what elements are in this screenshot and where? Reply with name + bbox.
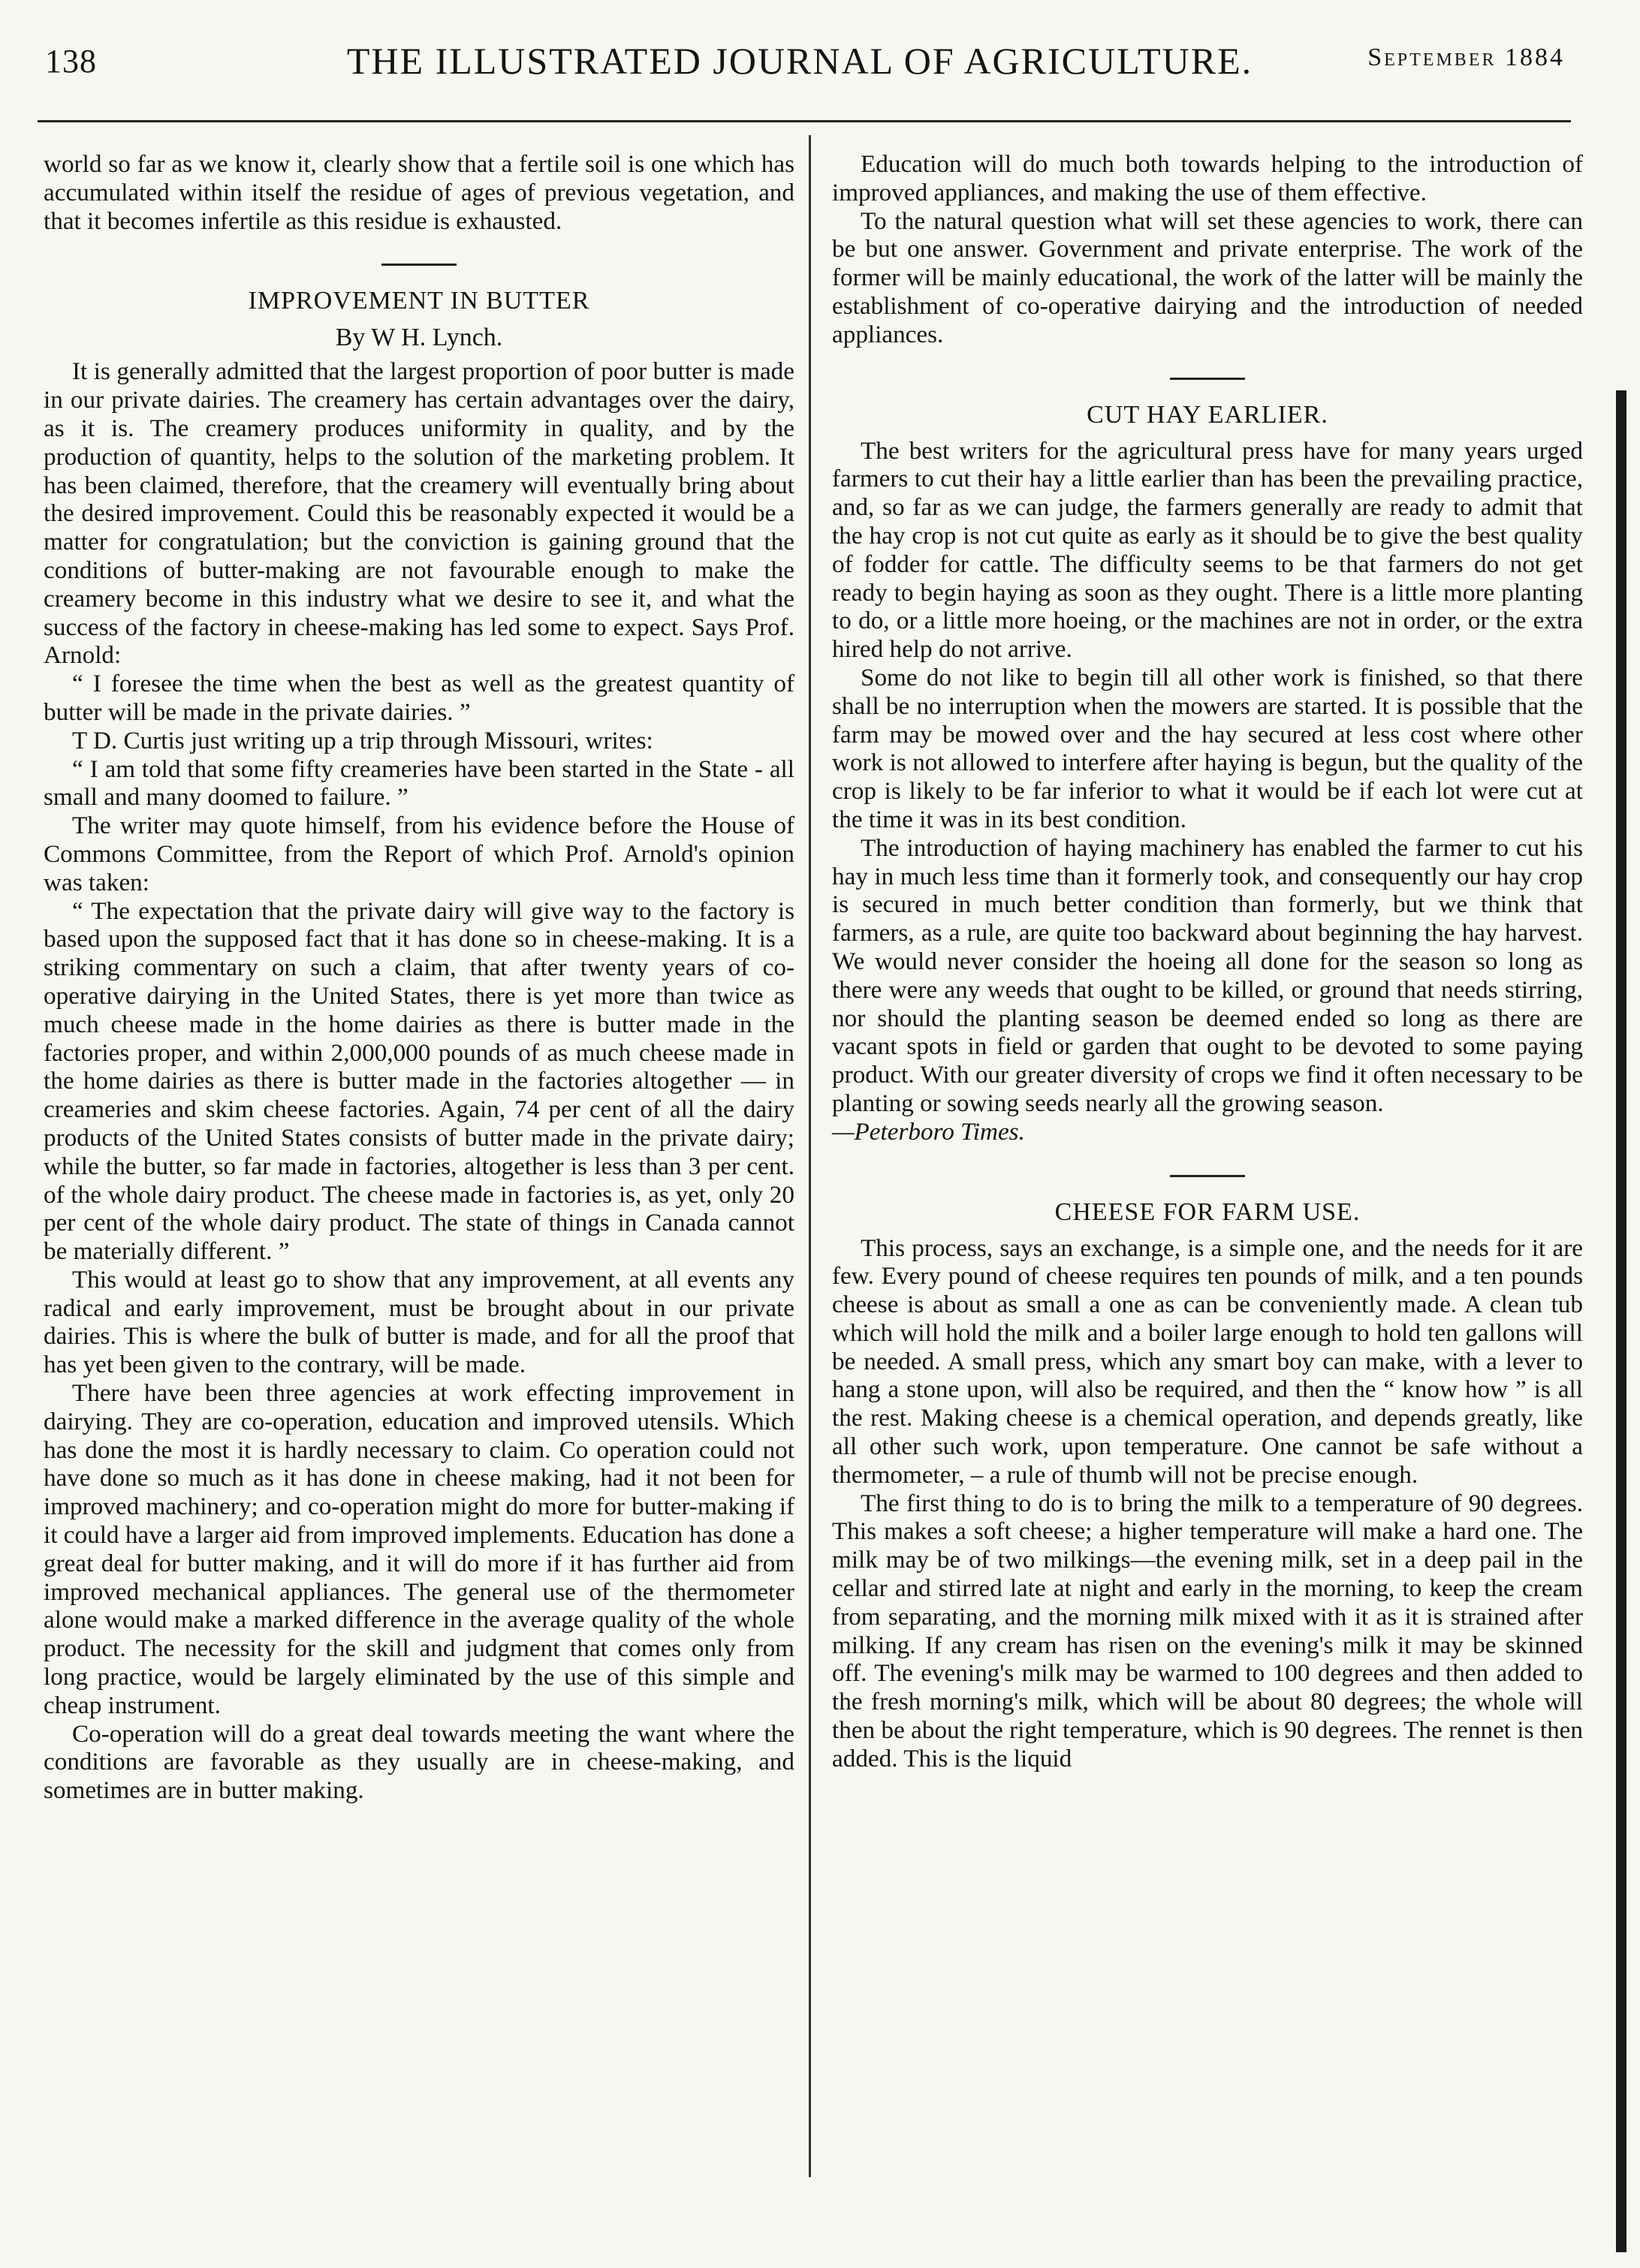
quote-paragraph: “ I foresee the time when the best as well as the greatest quantity of butter will be made in the private dairies. ”: [44, 670, 794, 726]
section-separator: [1170, 1175, 1245, 1177]
section-separator: [381, 264, 457, 266]
binding-edge: [1616, 390, 1626, 2252]
paragraph: This would at least go to show that any improvement, at all events any radical and early improvement, must be brought about in our private dairies. This is where the bulk of butter is made, and for all the proof that has yet been given to the contrary, will be made.: [44, 1265, 794, 1379]
paragraph: Education will do much both towards helping to the introduction of improved appliances, and making the use of them effective.: [832, 150, 1583, 206]
quote-paragraph: “ The expectation that the private dairy will give way to the factory is based upon the supposed fact that it has done so in cheese-making. It is a striking commentary on such a claim, that after twenty years of co-operative dairying in the United States, there is yet more than twice as much cheese made in the home dairies as there is butter made in the factories proper, and within 2,000,000 pounds of as much cheese made in the home dairies as there is butter made in the factories altogether — in creameries and skim cheese factories. Again, 74 per cent of all the dairy products of the United States consists of butter made in the private dairy; while the butter, so far made in factories, altogether is less than 3 per cent. of the whole dairy product. The cheese made in factories is, as yet, only 20 per cent of the whole dairy product. The state of things in Canada cannot be materially different. ”: [44, 896, 794, 1266]
section-separator: [1170, 378, 1245, 380]
right-column: [832, 150, 1583, 1773]
journal-title: THE ILLUSTRATED JOURNAL OF AGRICULTURE.: [346, 40, 1253, 82]
article-byline: By W H. Lynch.: [335, 324, 503, 352]
paragraph: The introduction of haying machinery has enabled the farmer to cut his hay in much less time than it formerly took, and consequently our hay crop is secured in much better condition than formerly, but we think that farmers, as a rule, are quite too backward about beginning the hay harvest. We would never consider the hoeing all done for the season so long as there were any weeds that ought to be killed, or ground that needs stirring, nor should the planting season be deemed ended so long as there are vacant spots in field or garden that ought to be devoted to some paying product. With our greater diversity of crops we find it often necessary to be planting or sowing seeds nearly all the growing season.: [832, 833, 1583, 1117]
article-source: —Peterboro Times.: [832, 1117, 1025, 1146]
paragraph: There have been three agencies at work effecting improvement in dairying. They are co-operation, education and improved utensils. Which has done the most it is hardly necessary to claim. Co operation could not have done so much as it has done in cheese making, had it not been for improved machinery; and co-operation might do more for butter-making if it could have a larger aid from improved implements. Education has done a great deal for butter making, and it will do more if it has further aid from improved mechanical appliances. The general use of the thermometer alone would make a marked difference in the average quality of the whole product. The necessity for the skill and judgment that comes only from long practice, would be largely eliminated by the use of this simple and cheap instrument.: [44, 1379, 794, 1719]
article-title-cheese: CHEESE FOR FARM USE.: [1054, 1197, 1361, 1226]
paragraph: The first thing to do is to bring the milk to a temperature of 90 degrees. This makes a soft cheese; a higher temperature will make a hard one. The milk may be of two milkings—the evening milk, set in a deep pail in the cellar and stirred late at night and early in the morning, to keep the cream from separating, and the morning milk mixed with it as it is strained after milking. If any cream has risen on the evening's milk it may be skinned off. The evening's milk may be warmed to 100 degrees and then added to the fresh morning's milk, which will be about 80 degrees; the whole will then be about the right temperature, which is 90 degrees. The rennet is then added. This is the liquid: [832, 1489, 1583, 1773]
header-rule: [38, 120, 1571, 122]
paragraph: Co-operation will do a great deal towards meeting the want where the conditions are favorable as they usually are in cheese-making, and sometimes are in butter making.: [44, 1719, 794, 1805]
column-divider: [809, 135, 811, 2177]
page-header: [30, 27, 1569, 87]
issue-date: September 1884: [1367, 44, 1565, 71]
paragraph: To the natural question what will set these agencies to work, there can be but one answer. Government and private enterprise. The work of the former will be mainly educational, the work of the latter will be mainly the establishment of co-operative dairying and the introduction of needed appliances.: [832, 206, 1583, 348]
left-column: [44, 150, 794, 1805]
page-number: 138: [45, 43, 97, 80]
article-title-butter: IMPROVEMENT IN BUTTER: [248, 287, 590, 315]
paragraph: This process, says an exchange, is a simple one, and the needs for it are few. Every pound of cheese requires ten pounds of milk, and a ten pounds cheese is about as small a one as can be conveniently made. A clean tub which will hold the milk and a boiler large enough to hold ten gallons will be needed. A small press, which any smart boy can make, with a lever to hang a stone upon, will also be required, and then the “ know how ” is all the rest. Making cheese is a chemical operation, and depends greatly, like all other such work, upon temperature. One cannot be safe without a thermometer, – a rule of thumb will not be precise enough.: [832, 1233, 1583, 1489]
paragraph: The best writers for the agricultural press have for many years urged farmers to cut their hay a little earlier than has been the prevailing practice, and, so far as we can judge, the farmers generally are ready to admit that the hay crop is not cut quite as early as it should be to give the best quality of fodder for cattle. The difficulty seems to be that farmers do not get ready to begin haying as soon as they ought. There is a little more planting to do, or a little more hoeing, or the machines are not in order, or the extra hired help do not arrive.: [832, 436, 1583, 664]
article-title-hay: CUT HAY EARLIER.: [1087, 400, 1328, 429]
intro-paragraph: world so far as we know it, clearly show that a fertile soil is one which has accumulated within itself the residue of ages of previous vegetation, and that it becomes infertile as this residue is exhausted.: [44, 150, 794, 235]
quote-paragraph: “ I am told that some fifty creameries have been started in the State - all small and many doomed to failure. ”: [44, 754, 794, 812]
paragraph: The writer may quote himself, from his evidence before the House of Commons Committee, from the Report of which Prof. Arnold's opinion was taken:: [44, 812, 794, 896]
paragraph: Some do not like to begin till all other work is finished, so that there shall be no interruption when the mowers are started. It is possible that the farm may be mowed over and the hay secured at less cost where other work is not allowed to interfere after haying is begun, but the quality of the crop is likely to be far inferior to what it would be if each lot were cut at the time it was in its best condition.: [832, 663, 1583, 833]
paragraph: T D. Curtis just writing up a trip through Missouri, writes:: [72, 726, 653, 754]
paragraph: It is generally admitted that the largest proportion of poor butter is made in our private dairies. The creamery has certain advantages over the dairy, as it is. The creamery produces uniformity in quality, and by the production of quantity, helps to the solution of the marketing problem. It has been claimed, therefore, that the creamery will eventually bring about the desired improvement. Could this be reasonably expected it would be a matter for congratulation; but the conviction is gaining ground that the conditions of butter-making are not favourable enough to make the creamery become in this industry what we desire to see it, and what the success of the factory in cheese-making has led some to expect. Says Prof. Arnold:: [44, 357, 794, 670]
